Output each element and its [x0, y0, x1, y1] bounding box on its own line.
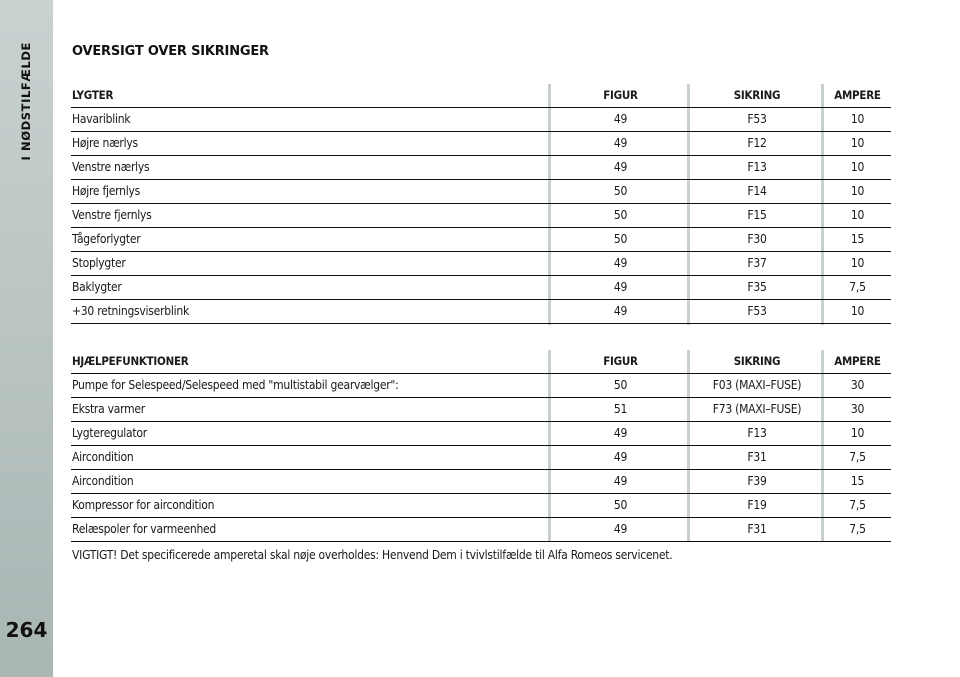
cell-function: Højre fjernlys	[72, 184, 140, 198]
cell-function: Højre nærlys	[72, 136, 138, 150]
cell-ampere: 7,5	[849, 280, 866, 294]
cell-ampere: 15	[850, 474, 865, 488]
table-header-row	[71, 84, 891, 108]
cell-ampere: 10	[850, 160, 865, 174]
cell-fuse: F19	[747, 498, 767, 512]
cell-figure: 49	[613, 160, 628, 174]
cell-function: Pumpe for Selespeed/Selespeed med "multistabil gearvælger":	[72, 378, 399, 392]
cell-ampere: 7,5	[849, 522, 866, 536]
cell-figure: 50	[613, 498, 628, 512]
page-number: 264	[5, 618, 48, 642]
header-fuse: SIKRING	[733, 354, 781, 368]
cell-ampere: 10	[850, 136, 865, 150]
cell-ampere: 15	[850, 232, 865, 246]
cell-fuse: F13	[747, 426, 767, 440]
table-row	[71, 228, 891, 252]
cell-function: Relæspoler for varmeenhed	[72, 522, 217, 536]
cell-fuse: F14	[747, 184, 767, 198]
cell-ampere: 30	[850, 402, 865, 416]
table-row	[71, 132, 891, 156]
cell-function: Venstre fjernlys	[72, 208, 152, 222]
page-title: OVERSIGT OVER SIKRINGER	[72, 44, 269, 59]
cell-fuse: F53	[747, 112, 767, 126]
cell-function: Tågeforlygter	[72, 232, 141, 246]
cell-ampere: 7,5	[849, 450, 866, 464]
header-fuse: SIKRING	[733, 88, 781, 102]
cell-function: +30 retningsviserblink	[72, 304, 189, 318]
header-ampere: AMPERE	[834, 88, 881, 102]
table-row	[71, 180, 891, 204]
cell-fuse: F53	[747, 304, 767, 318]
table-row	[71, 422, 891, 446]
header-ampere: AMPERE	[834, 354, 881, 368]
table-row	[71, 108, 891, 132]
table-row	[71, 204, 891, 228]
cell-function: Lygteregulator	[72, 426, 147, 440]
cell-figure: 49	[613, 256, 628, 270]
cell-figure: 50	[613, 184, 628, 198]
cell-figure: 49	[613, 136, 628, 150]
table-row	[71, 374, 891, 398]
chapter-title: I NØDSTILFÆLDE	[19, 42, 33, 161]
table-row	[71, 398, 891, 422]
cell-figure: 49	[613, 450, 628, 464]
cell-ampere: 10	[850, 426, 865, 440]
table-row	[71, 518, 891, 542]
cell-fuse: F31	[747, 522, 767, 536]
cell-ampere: 30	[850, 378, 865, 392]
cell-ampere: 7,5	[849, 498, 866, 512]
cell-fuse: F12	[747, 136, 767, 150]
cell-function: Aircondition	[72, 474, 134, 488]
cell-function: Stoplygter	[72, 256, 126, 270]
table-row	[71, 300, 891, 324]
cell-fuse: F37	[747, 256, 767, 270]
cell-figure: 49	[613, 474, 628, 488]
table-row	[71, 276, 891, 300]
table-row	[71, 470, 891, 494]
table-row	[71, 252, 891, 276]
header-category: HJÆLPEFUNKTIONER	[72, 354, 189, 368]
cell-ampere: 10	[850, 208, 865, 222]
cell-figure: 49	[613, 304, 628, 318]
important-note: VIGTIGT! Det specificerede amperetal skal nøje overholdes: Henvend Dem i tvivlstilfælde til Alfa Romeos servicenet.	[72, 548, 673, 562]
cell-function: Venstre nærlys	[72, 160, 150, 174]
cell-function: Kompressor for aircondition	[72, 498, 215, 512]
cell-fuse: F35	[747, 280, 767, 294]
cell-ampere: 10	[850, 304, 865, 318]
header-category: LYGTER	[72, 88, 114, 102]
cell-fuse: F15	[747, 208, 767, 222]
cell-ampere: 10	[850, 256, 865, 270]
cell-fuse: F73 (MAXI–FUSE)	[712, 402, 802, 416]
cell-figure: 49	[613, 522, 628, 536]
table-row	[71, 494, 891, 518]
table-row	[71, 156, 891, 180]
table-header-row	[71, 350, 891, 374]
cell-figure: 51	[613, 402, 628, 416]
cell-figure: 49	[613, 112, 628, 126]
cell-function: Baklygter	[72, 280, 122, 294]
cell-fuse: F39	[747, 474, 767, 488]
cell-fuse: F03 (MAXI–FUSE)	[712, 378, 802, 392]
cell-fuse: F31	[747, 450, 767, 464]
header-figure: FIGUR	[603, 354, 638, 368]
cell-ampere: 10	[850, 184, 865, 198]
cell-function: Havariblink	[72, 112, 131, 126]
cell-fuse: F30	[747, 232, 767, 246]
cell-figure: 50	[613, 378, 628, 392]
cell-function: Ekstra varmer	[72, 402, 145, 416]
cell-figure: 50	[613, 232, 628, 246]
cell-function: Aircondition	[72, 450, 134, 464]
auxiliary-fuse-table	[71, 350, 891, 542]
cell-figure: 50	[613, 208, 628, 222]
cell-figure: 49	[613, 426, 628, 440]
cell-fuse: F13	[747, 160, 767, 174]
cell-ampere: 10	[850, 112, 865, 126]
lights-fuse-table	[71, 84, 891, 324]
table-row	[71, 446, 891, 470]
cell-figure: 49	[613, 280, 628, 294]
header-figure: FIGUR	[603, 88, 638, 102]
chapter-sidebar	[0, 0, 53, 677]
